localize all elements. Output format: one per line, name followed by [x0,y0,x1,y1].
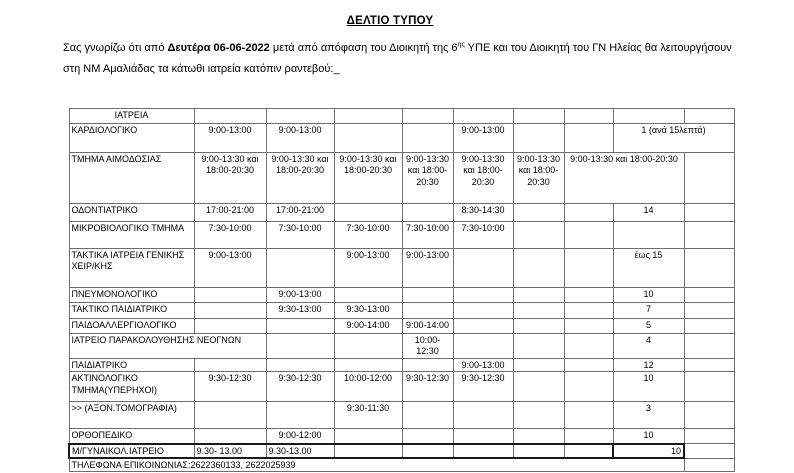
department-cell: >> (ΑΞΟΝ.ΤΟΜΟΓΡΑΦΙΑ) [69,402,194,429]
clinics-header-cell: ΙΑΤΡΕΙΑ [69,109,194,124]
schedule-cell: 9:00-13:30 και 18:00-20:30 [194,153,266,204]
empty-cell [513,204,564,222]
empty-cell [266,109,334,124]
department-cell: ΟΡΘΟΠΕΔΙΚΟ [69,429,194,444]
empty-cell [684,429,734,444]
empty-cell [334,124,402,153]
empty-cell [564,288,613,303]
empty-cell [513,222,564,249]
empty-cell [402,303,453,319]
empty-cell [194,109,266,124]
table-row [69,444,734,458]
intro-text-mid: μετά από απόφαση του Διοικητή της 6 [269,42,458,54]
schedule-cell: 9:00-13:00 [453,124,513,153]
capacity-cell: 10 [613,288,684,303]
schedule-cell: 9:30-12:30 [453,372,513,402]
empty-cell [684,288,734,303]
schedule-cell: 7:30-10:00 [334,222,402,249]
schedule-cell: 9:00-13:30 και 18:00-20:30 [334,153,402,204]
empty-cell [513,359,564,372]
empty-cell [564,319,613,334]
schedule-cell: 9:00-13:00 [194,124,266,153]
empty-cell [513,402,564,429]
department-cell: Μ/ΓΥΝΑΙΚΟΛ.ΙΑΤΡΕΙΟ [69,444,194,458]
table-row [69,288,734,303]
empty-cell [684,204,734,222]
schedule-cell: 9:00-13:30 και 18:00-20:30 [513,153,564,204]
capacity-cell: 1 (ανά 15λεπτά) [613,124,734,153]
schedule-cell: 9:00-13:00 [334,249,402,288]
empty-cell [402,359,453,372]
empty-cell [684,222,734,249]
table-row [69,204,734,222]
empty-cell [684,303,734,319]
table-row [69,334,734,359]
empty-cell [564,444,613,458]
schedule-cell: 9:00-13:00 [266,124,334,153]
empty-cell [194,359,266,372]
empty-cell [513,124,564,153]
empty-cell [402,124,453,153]
empty-cell [564,204,613,222]
department-cell: ΤΑΚΤΙΚΟ ΠΑΙΔΙΑΤΡΙΚΟ [69,303,194,319]
empty-cell [684,372,734,402]
intro-paragraph [63,38,749,80]
schedule-table [68,108,735,472]
empty-cell [334,444,402,458]
schedule-cell: 9.30-13.00 [266,444,334,458]
empty-cell [334,429,402,444]
empty-cell [266,249,334,288]
schedule-cell: 7:30-10:00 [194,222,266,249]
intro-text-start: Σας γνωρίζω ότι από [63,42,168,54]
schedule-cell: 10:00-12:00 [334,372,402,402]
empty-cell [334,204,402,222]
empty-cell [266,334,334,359]
empty-cell [564,124,613,153]
empty-cell [402,402,453,429]
empty-cell [564,402,613,429]
capacity-cell: 5 [613,319,684,334]
empty-cell [402,429,453,444]
schedule-cell: 9:00-13:00 [194,249,266,288]
capacity-cell: 10 [613,372,684,402]
schedule-cell: 9:00-13:00 [266,288,334,303]
schedule-cell: 9:00-13:30 και 18:00-20:30 [564,153,684,204]
table-row [69,402,734,429]
schedule-cell: 9:30-12:30 [402,372,453,402]
empty-cell [564,109,613,124]
empty-cell [513,109,564,124]
empty-cell [564,372,613,402]
empty-cell [194,402,266,429]
empty-cell [564,303,613,319]
empty-cell [513,249,564,288]
empty-cell [684,319,734,334]
schedule-cell: 8:30-14:30 [453,204,513,222]
empty-cell [402,109,453,124]
schedule-cell: 7:30-10:00 [402,222,453,249]
schedule-cell: 9:00-12:00 [266,429,334,444]
schedule-cell: 7:30-10:00 [453,222,513,249]
table-row [69,249,734,288]
department-cell: ΟΔΟΝΤΙΑΤΡΙΚΟ [69,204,194,222]
department-cell: ΠΝΕΥΜΟΝΟΛΟΓΙΚΟ [69,288,194,303]
empty-cell [684,458,734,472]
empty-cell [564,334,613,359]
table-row [69,458,734,472]
table-row [69,372,734,402]
schedule-cell: 9:00-13:00 [453,359,513,372]
department-cell: ΤΜΗΜΑ ΑΙΜΟΔΟΣΙΑΣ [69,153,194,204]
empty-cell [513,303,564,319]
empty-cell [684,249,734,288]
capacity-cell: 10 [613,444,684,458]
empty-cell [453,334,513,359]
empty-cell [453,249,513,288]
schedule-cell: 9:00-13:30 και 18:00-20:30 [266,153,334,204]
table-row [69,222,734,249]
schedule-cell: 17:00-21:00 [266,204,334,222]
schedule-cell: 10:00-12:30 [402,334,453,359]
empty-cell [334,334,402,359]
schedule-cell: 9:00-13:30 και 18:00-20:30 [453,153,513,204]
empty-cell [684,153,734,204]
empty-cell [453,444,513,458]
empty-cell [564,249,613,288]
empty-cell [684,444,734,458]
table-row [69,303,734,319]
empty-cell [513,288,564,303]
schedule-cell: 9:00-13:00 [402,249,453,288]
page-title: ΔΕΛΤΙΟ ΤΥΠΟΥ [346,15,434,27]
schedule-cell: 9:30-13:00 [334,303,402,319]
schedule-cell: 9:00-13:30 και 18:00-20:30 [402,153,453,204]
empty-cell [613,109,684,124]
empty-cell [564,429,613,444]
schedule-cell: 9:00-14:00 [334,319,402,334]
empty-cell [564,222,613,249]
schedule-cell: 17:00-21:00 [194,204,266,222]
empty-cell [266,359,334,372]
department-cell: ΚΑΡΔΙΟΛΟΓΙΚΟ [69,124,194,153]
table-row [69,359,734,372]
empty-cell [194,288,266,303]
intro-superscript: ης [457,41,465,49]
empty-cell [513,444,564,458]
empty-cell [513,429,564,444]
empty-cell [513,372,564,402]
schedule-cell: 9:30-12:30 [194,372,266,402]
empty-cell [194,303,266,319]
empty-cell [684,109,734,124]
department-cell: ΠΑΙΔΙΑΤΡΙΚΟ [69,359,194,372]
empty-cell [613,222,684,249]
empty-cell [453,303,513,319]
table-row [69,124,734,153]
capacity-cell: έως 15 [613,249,684,288]
capacity-cell: 12 [613,359,684,372]
empty-cell [402,444,453,458]
intro-underscore: _ [333,63,340,75]
empty-cell [334,288,402,303]
empty-cell [513,319,564,334]
empty-cell [334,359,402,372]
table-row [69,319,734,334]
schedule-cell: 9:30-12:30 [266,372,334,402]
empty-cell [453,402,513,429]
empty-cell [402,204,453,222]
empty-cell [684,334,734,359]
empty-cell [194,429,266,444]
schedule-cell: 9:30-11:30 [334,402,402,429]
schedule-cell: 9:30-13:00 [266,303,334,319]
department-cell: ΑΚΤΙΝΟΛΟΓΙΚΟ ΤΜΗΜΑ(ΥΠΕΡΗΧΟΙ) [69,372,194,402]
department-cell: ΜΙΚΡΟΒΙΟΛΟΓΙΚΟ ΤΜΗΜΑ [69,222,194,249]
schedule-cell: 9.30- 13.00 [194,444,266,458]
department-cell: ΙΑΤΡΕΙΟ ΠΑΡΑΚΟΛΟΥΘΗΣΗΣ ΝΕΟΓΝΩΝ [69,334,266,359]
empty-cell [334,109,402,124]
department-cell: ΤΑΚΤΙΚΑ ΙΑΤΡΕΙΑ ΓΕΝΙΚΗΣ ΧΕΙΡ/ΚΗΣ [69,249,194,288]
intro-date-bold: Δευτέρα 06-06-2022 [167,42,270,54]
empty-cell [453,319,513,334]
table-row [69,153,734,204]
empty-cell [513,334,564,359]
empty-cell [684,359,734,372]
empty-cell [266,402,334,429]
capacity-cell: 14 [613,204,684,222]
capacity-cell: 4 [613,334,684,359]
table-row [69,429,734,444]
empty-cell [684,402,734,429]
intro-text-rest: ΥΠΕ και του Διοικητή του ΓΝ Ηλείας θα λειτουργήσουν στη ΝΜ Αμαλιάδας τα κάτωθι ιατρεία κατόπιν ραντεβού: [63,42,732,75]
capacity-cell: 3 [613,402,684,429]
empty-cell [453,109,513,124]
phones-cell: ΤΗΛΕΦΩΝΑ ΕΠΙΚΟΙΝΩΝΙΑΣ:2622360133, 2622025939 [69,458,684,472]
empty-cell [402,288,453,303]
schedule-cell: 9:00-14:00 [402,319,453,334]
table-row [69,109,734,124]
empty-cell [453,429,513,444]
capacity-cell: 10 [613,429,684,444]
empty-cell [266,319,334,334]
empty-cell [564,359,613,372]
empty-cell [453,288,513,303]
empty-cell [194,319,266,334]
schedule-cell: 7:30-10:00 [266,222,334,249]
department-cell: ΠΑΙΔΟΑΛΛΕΡΓΙΟΛΟΓΙΚΟ [69,319,194,334]
capacity-cell: 7 [613,303,684,319]
